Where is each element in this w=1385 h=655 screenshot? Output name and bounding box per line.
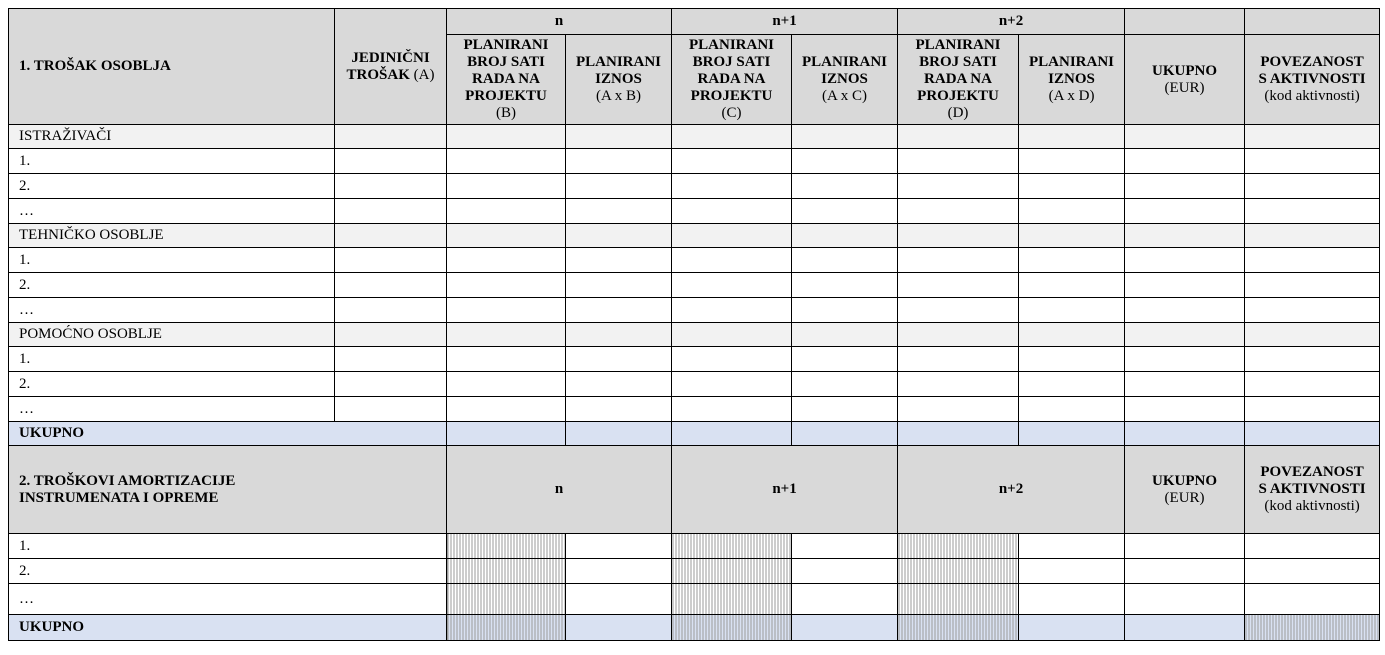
hatched-cell xyxy=(672,584,792,615)
ph-code: (B) xyxy=(496,105,516,121)
category-researchers: ISTRAŽIVAČI xyxy=(9,125,335,149)
cell[interactable] xyxy=(672,149,792,174)
cell[interactable] xyxy=(1245,298,1380,323)
total-label: UKUPNO xyxy=(1152,472,1218,489)
cell[interactable] xyxy=(566,273,672,298)
table-row-label: 1. xyxy=(9,347,335,372)
cell[interactable] xyxy=(898,199,1019,224)
cell[interactable] xyxy=(1245,248,1380,273)
cell[interactable] xyxy=(1125,125,1245,149)
cell[interactable] xyxy=(792,174,898,199)
cell[interactable] xyxy=(1019,372,1125,397)
cell[interactable] xyxy=(672,199,792,224)
year-n2-header: n+2 xyxy=(898,9,1125,35)
cell[interactable] xyxy=(1245,273,1380,298)
s2-activity-link-header xyxy=(1245,446,1380,534)
cell[interactable] xyxy=(672,372,792,397)
cell[interactable] xyxy=(335,199,447,224)
table-row-label: 2. xyxy=(9,372,335,397)
cell[interactable] xyxy=(1245,199,1380,224)
cell[interactable] xyxy=(1245,584,1380,615)
planned-amount-header-n1 xyxy=(792,35,898,125)
year-n1-header: n+1 xyxy=(672,9,898,35)
pa-line1: PLANIRANI xyxy=(802,54,888,70)
table-row-label: 2. xyxy=(9,559,447,584)
planned-hours-header-n xyxy=(447,35,566,125)
pa-line2: IZNOS xyxy=(595,71,642,87)
cell[interactable] xyxy=(898,224,1019,248)
cell[interactable] xyxy=(792,273,898,298)
section2-total-label: UKUPNO xyxy=(9,615,447,641)
cell[interactable] xyxy=(1019,273,1125,298)
cell[interactable] xyxy=(898,323,1019,347)
cell[interactable] xyxy=(1245,372,1380,397)
cell[interactable] xyxy=(1125,298,1245,323)
pa-code: (A x B) xyxy=(596,88,641,104)
cell[interactable] xyxy=(447,397,566,422)
cell[interactable] xyxy=(1125,422,1245,446)
cell[interactable] xyxy=(1245,559,1380,584)
cell[interactable] xyxy=(898,248,1019,273)
cell[interactable] xyxy=(566,149,672,174)
cell[interactable] xyxy=(335,224,447,248)
cell[interactable] xyxy=(1019,397,1125,422)
cell[interactable] xyxy=(672,174,792,199)
cell[interactable] xyxy=(1019,149,1125,174)
cell[interactable] xyxy=(1245,534,1380,559)
pa-line1: PLANIRANI xyxy=(1029,54,1115,70)
category-technical-staff: TEHNIČKO OSOBLJE xyxy=(9,224,335,248)
section2-title-line2: INSTRUMENATA I OPREME xyxy=(19,489,219,506)
ph-line2: BROJ SATI xyxy=(919,54,997,70)
cell[interactable] xyxy=(792,224,898,248)
hatched-cell xyxy=(672,615,792,641)
cell[interactable] xyxy=(1019,559,1125,584)
cell[interactable] xyxy=(566,199,672,224)
cell[interactable] xyxy=(1245,149,1380,174)
cell[interactable] xyxy=(898,273,1019,298)
cell[interactable] xyxy=(566,584,672,615)
cell[interactable] xyxy=(447,372,566,397)
table-row-label: … xyxy=(9,397,335,422)
link-line1: POVEZANOST xyxy=(1260,54,1364,70)
cell[interactable] xyxy=(1019,125,1125,149)
link-line2: S AKTIVNOSTI xyxy=(1258,71,1366,87)
hatched-cell xyxy=(672,559,792,584)
cell[interactable] xyxy=(672,298,792,323)
cell[interactable] xyxy=(672,422,792,446)
pa-code: (A x C) xyxy=(822,88,867,104)
unit-cost-label-2: TROŠAK xyxy=(346,66,410,83)
cell[interactable] xyxy=(1245,224,1380,248)
cell[interactable] xyxy=(672,248,792,273)
hatched-cell xyxy=(1245,615,1380,641)
pa-line2: IZNOS xyxy=(821,71,868,87)
cell[interactable] xyxy=(447,149,566,174)
cell[interactable] xyxy=(898,422,1019,446)
cell[interactable] xyxy=(1125,347,1245,372)
cell[interactable] xyxy=(335,149,447,174)
hatched-cell xyxy=(898,559,1019,584)
cell[interactable] xyxy=(1125,199,1245,224)
ph-line3: RADA NA xyxy=(472,71,540,87)
ph-line1: PLANIRANI xyxy=(463,37,549,53)
cell[interactable] xyxy=(1019,199,1125,224)
unit-cost-header xyxy=(335,9,447,125)
cell[interactable] xyxy=(1125,224,1245,248)
ph-line3: RADA NA xyxy=(697,71,766,87)
table-row-label: 2. xyxy=(9,273,335,298)
cell[interactable] xyxy=(1125,372,1245,397)
cell[interactable] xyxy=(566,397,672,422)
cell[interactable] xyxy=(335,174,447,199)
cell[interactable] xyxy=(335,273,447,298)
cell[interactable] xyxy=(1125,584,1245,615)
total-eur-header xyxy=(1125,35,1245,125)
total-label: UKUPNO xyxy=(1152,62,1218,79)
cell[interactable] xyxy=(1245,174,1380,199)
cell[interactable] xyxy=(335,323,447,347)
cell[interactable] xyxy=(566,224,672,248)
cell[interactable] xyxy=(1019,422,1125,446)
cell[interactable] xyxy=(792,298,898,323)
budget-table xyxy=(8,8,1380,641)
cell[interactable] xyxy=(566,559,672,584)
cell[interactable] xyxy=(447,174,566,199)
cell[interactable] xyxy=(792,397,898,422)
cell[interactable] xyxy=(1125,248,1245,273)
header-blank-link xyxy=(1245,9,1380,35)
cell[interactable] xyxy=(1019,248,1125,273)
cell[interactable] xyxy=(1019,323,1125,347)
cell[interactable] xyxy=(1019,298,1125,323)
cell[interactable] xyxy=(792,534,898,559)
cell[interactable] xyxy=(1125,534,1245,559)
cell[interactable] xyxy=(335,125,447,149)
cell[interactable] xyxy=(1125,273,1245,298)
cell[interactable] xyxy=(1019,174,1125,199)
hatched-cell xyxy=(898,534,1019,559)
cell[interactable] xyxy=(672,347,792,372)
hatched-cell xyxy=(447,615,566,641)
ph-line4: PROJEKTU xyxy=(465,88,547,104)
section1-total-label: UKUPNO xyxy=(9,422,447,446)
cell[interactable] xyxy=(1019,224,1125,248)
cell[interactable] xyxy=(1019,584,1125,615)
activity-link-header xyxy=(1245,35,1380,125)
cell[interactable] xyxy=(792,372,898,397)
ph-code: (C) xyxy=(721,105,742,121)
year-n-header: n xyxy=(447,9,672,35)
cell[interactable] xyxy=(672,273,792,298)
cell[interactable] xyxy=(566,323,672,347)
cell[interactable] xyxy=(1125,149,1245,174)
cell[interactable] xyxy=(1245,323,1380,347)
cell[interactable] xyxy=(1245,397,1380,422)
unit-cost-code: (A) xyxy=(413,66,435,83)
cell[interactable] xyxy=(335,248,447,273)
cell[interactable] xyxy=(447,273,566,298)
cell[interactable] xyxy=(566,125,672,149)
pa-line2: IZNOS xyxy=(1048,71,1095,87)
ph-line4: PROJEKTU xyxy=(690,88,773,104)
s2-year-n-header: n xyxy=(447,446,672,534)
cell[interactable] xyxy=(335,347,447,372)
cell[interactable] xyxy=(447,422,566,446)
s2-total-eur-header xyxy=(1125,446,1245,534)
cell[interactable] xyxy=(566,298,672,323)
hatched-cell xyxy=(447,534,566,559)
cell[interactable] xyxy=(566,534,672,559)
table-row-label: 1. xyxy=(9,534,447,559)
section2-title-line1: 2. TROŠKOVI AMORTIZACIJE xyxy=(19,472,236,489)
cell[interactable] xyxy=(792,347,898,372)
hatched-cell xyxy=(447,584,566,615)
ph-line1: PLANIRANI xyxy=(915,37,1001,53)
cell[interactable] xyxy=(672,125,792,149)
cell[interactable] xyxy=(447,199,566,224)
table-row-label: 1. xyxy=(9,248,335,273)
cell[interactable] xyxy=(566,372,672,397)
cell[interactable] xyxy=(898,149,1019,174)
cell[interactable] xyxy=(447,224,566,248)
unit-cost-label: JEDINIČNI xyxy=(351,49,430,66)
cell[interactable] xyxy=(335,298,447,323)
planned-amount-header-n2 xyxy=(1019,35,1125,125)
cell[interactable] xyxy=(1125,323,1245,347)
cell[interactable] xyxy=(335,372,447,397)
cell[interactable] xyxy=(447,298,566,323)
cell[interactable] xyxy=(672,397,792,422)
cell[interactable] xyxy=(1245,347,1380,372)
cell[interactable] xyxy=(898,174,1019,199)
total-unit: (EUR) xyxy=(1164,489,1205,506)
link-line2: S AKTIVNOSTI xyxy=(1258,481,1366,497)
cell[interactable] xyxy=(792,125,898,149)
cell[interactable] xyxy=(792,615,898,641)
hatched-cell xyxy=(447,559,566,584)
cell[interactable] xyxy=(1245,422,1380,446)
ph-line3: RADA NA xyxy=(924,71,992,87)
cell[interactable] xyxy=(1019,615,1125,641)
cell[interactable] xyxy=(672,323,792,347)
cell[interactable] xyxy=(1245,125,1380,149)
table-row-label: … xyxy=(9,584,447,615)
cell[interactable] xyxy=(447,347,566,372)
cell[interactable] xyxy=(447,323,566,347)
ph-line2: BROJ SATI xyxy=(467,54,545,70)
planned-amount-header-n xyxy=(566,35,672,125)
cell[interactable] xyxy=(898,372,1019,397)
cell[interactable] xyxy=(792,584,898,615)
cell[interactable] xyxy=(1125,615,1245,641)
cell[interactable] xyxy=(672,224,792,248)
cell[interactable] xyxy=(447,248,566,273)
cell[interactable] xyxy=(792,323,898,347)
s2-year-n2-header: n+2 xyxy=(898,446,1125,534)
pa-line1: PLANIRANI xyxy=(575,54,661,70)
cell[interactable] xyxy=(566,422,672,446)
cell[interactable] xyxy=(447,125,566,149)
header-blank-total xyxy=(1125,9,1245,35)
hatched-cell xyxy=(898,584,1019,615)
ph-line2: BROJ SATI xyxy=(692,54,771,70)
cell[interactable] xyxy=(792,248,898,273)
hatched-cell xyxy=(672,534,792,559)
hatched-cell xyxy=(898,615,1019,641)
ph-code: (D) xyxy=(947,105,969,121)
cell[interactable] xyxy=(898,397,1019,422)
cell[interactable] xyxy=(1125,559,1245,584)
planned-hours-header-n1 xyxy=(672,35,792,125)
link-line3: (kod aktivnosti) xyxy=(1264,88,1360,104)
cell[interactable] xyxy=(566,174,672,199)
cell[interactable] xyxy=(1019,534,1125,559)
pa-code: (A x D) xyxy=(1048,88,1095,104)
total-unit: (EUR) xyxy=(1164,79,1205,96)
link-line3: (kod aktivnosti) xyxy=(1264,498,1360,514)
cell[interactable] xyxy=(898,347,1019,372)
section2-title xyxy=(9,446,447,534)
s2-year-n1-header: n+1 xyxy=(672,446,898,534)
cell[interactable] xyxy=(792,559,898,584)
cell[interactable] xyxy=(792,199,898,224)
planned-hours-header-n2 xyxy=(898,35,1019,125)
cell[interactable] xyxy=(792,422,898,446)
ph-line1: PLANIRANI xyxy=(688,37,774,53)
section1-title: 1. TROŠAK OSOBLJA xyxy=(9,9,335,125)
cell[interactable] xyxy=(898,298,1019,323)
cell[interactable] xyxy=(792,149,898,174)
cell[interactable] xyxy=(898,125,1019,149)
cell[interactable] xyxy=(566,347,672,372)
table-row-label: … xyxy=(9,298,335,323)
table-row-label: … xyxy=(9,199,335,224)
table-row-label: 2. xyxy=(9,174,335,199)
cell[interactable] xyxy=(335,397,447,422)
category-support-staff: POMOĆNO OSOBLJE xyxy=(9,323,335,347)
cell[interactable] xyxy=(1125,174,1245,199)
link-line1: POVEZANOST xyxy=(1260,464,1364,480)
ph-line4: PROJEKTU xyxy=(917,88,999,104)
cell[interactable] xyxy=(1019,347,1125,372)
cell[interactable] xyxy=(566,248,672,273)
cell[interactable] xyxy=(566,615,672,641)
cell[interactable] xyxy=(1125,397,1245,422)
table-row-label: 1. xyxy=(9,149,335,174)
